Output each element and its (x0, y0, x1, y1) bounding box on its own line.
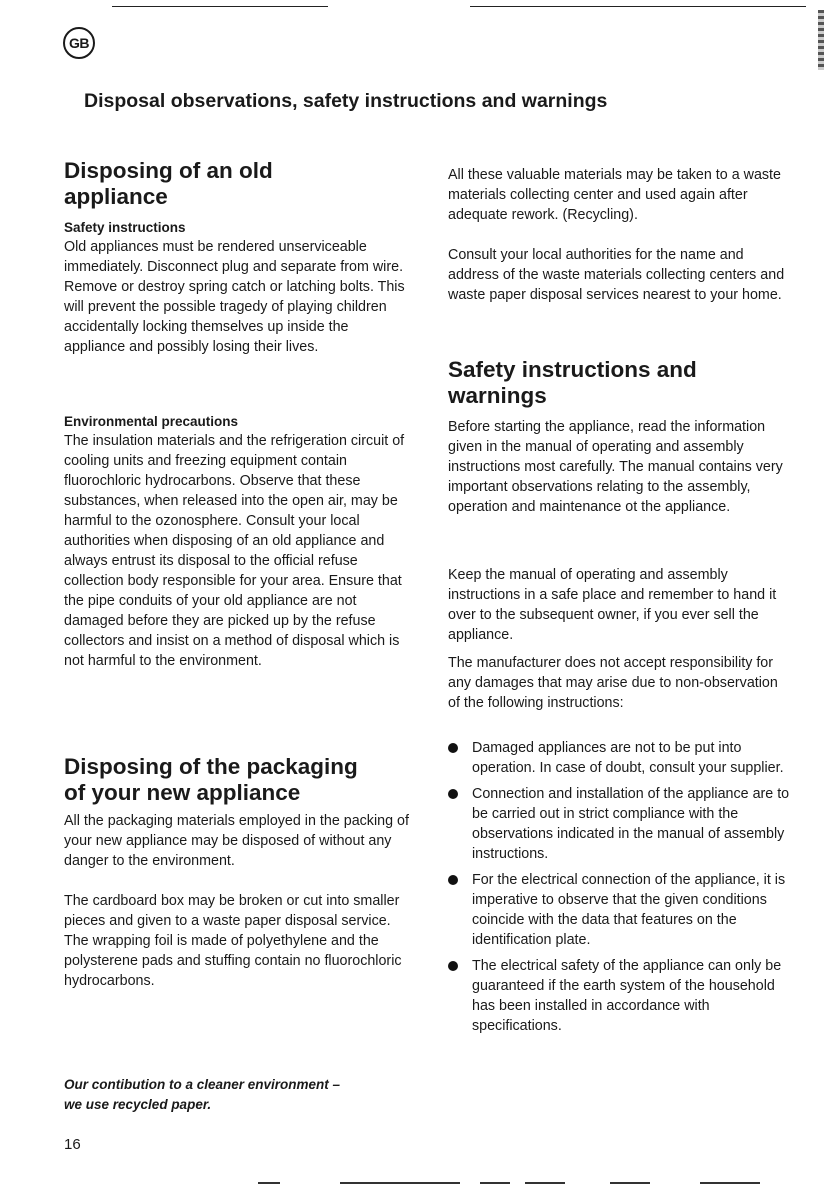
heading-line: appliance (64, 184, 168, 209)
page-number: 16 (64, 1136, 81, 1153)
heading-line: Safety instructions and (448, 357, 697, 382)
subheading-safety-instructions: Safety instructions (64, 220, 186, 235)
paragraph-safety: Old appliances must be rendered unserviceable immediately. Disconnect plug and separate from wire. Remove or destroy spring catch or latching bolts. This will prevent the possible tragedy of playing children accidentally locking themselves up inside the appliance and possibly losing their lives. (64, 239, 405, 355)
list-item-text: Damaged appliances are not to be put into operation. In case of doubt, consult your supplier. (472, 740, 784, 776)
paragraph-local-authorities: Consult your local authorities for the name and address of the waste materials collecting centers and waste paper disposal services nearest to your home. (448, 247, 785, 303)
list-item (448, 784, 793, 864)
paragraph-read-manual: Before starting the appliance, read the information given in the manual of operating and assembly instructions most carefully. The manual contains very important observations relating to the assembly, operation and maintenance ot the appliance. (448, 419, 783, 515)
section-heading-old-appliance (64, 158, 273, 210)
section-heading-safety-warnings (448, 357, 697, 409)
warnings-list (448, 738, 793, 1042)
heading-line: Disposing of the packaging (64, 754, 358, 779)
subheading-environmental-precautions: Environmental precautions (64, 414, 239, 429)
note-line: we use recycled paper. (64, 1097, 212, 1112)
section-heading-packaging (64, 754, 358, 806)
bullet-icon (448, 743, 458, 753)
bullet-icon (448, 875, 458, 885)
recycled-paper-note (64, 1075, 409, 1115)
paragraph-manufacturer: The manufacturer does not accept responsibility for any damages that may arise due to non-observation of the following instructions: (448, 655, 778, 711)
scan-edge-mark (818, 10, 824, 70)
heading-line: warnings (448, 383, 547, 408)
heading-line: Disposing of an old (64, 158, 273, 183)
bottom-scan-line (525, 1182, 565, 1184)
page-title: Disposal observations, safety instructions and warnings (84, 90, 608, 112)
list-item-text: Connection and installation of the appliance are to be carried out in strict compliance with the observations indicated in the manual of assembly instructions. (472, 786, 790, 862)
paragraph-packaging-2: The cardboard box may be broken or cut into smaller pieces and given to a waste paper disposal service. The wrapping foil is made of polyethylene and the polysterene pads and stuffing contain no fluorochloric hydrocarbons. (64, 893, 402, 989)
bottom-scan-line (258, 1182, 280, 1184)
list-item (448, 870, 793, 950)
heading-line: of your new appliance (64, 780, 301, 805)
bullet-icon (448, 961, 458, 971)
paragraph-recycling: All these valuable materials may be taken to a waste materials collecting center and used again after adequate rework. (Recycling). (448, 167, 781, 223)
bottom-scan-line (340, 1182, 460, 1184)
country-badge: GB (63, 27, 95, 59)
note-line: Our contibution to a cleaner environment – (64, 1077, 341, 1092)
bottom-scan-line (610, 1182, 650, 1184)
list-item (448, 738, 793, 778)
bullet-icon (448, 789, 458, 799)
paragraph-keep-manual: Keep the manual of operating and assembly instructions in a safe place and remember to hand it over to the subsequent owner, if you ever sell the appliance. (448, 567, 777, 643)
paragraph-packaging-1: All the packaging materials employed in the packing of your new appliance may be disposed of without any danger to the environment. (64, 813, 409, 869)
list-item-text: The electrical safety of the appliance can only be guaranteed if the earth system of the household has been installed in accordance with specifications. (472, 958, 782, 1034)
list-item-text: For the electrical connection of the appliance, it is imperative to observe that the given conditions coincide with the data that features on the identification plate. (472, 872, 786, 948)
top-rule-left (112, 6, 328, 7)
bottom-scan-line (480, 1182, 510, 1184)
top-rule-right (470, 6, 806, 7)
paragraph-environment: The insulation materials and the refrigeration circuit of cooling units and freezing equipment contain fluorochloric hydrocarbons. Observe that these substances, when released into the open air, may be harmful to the ozonosphere. Consult your local authorities when disposing of an old appliance and always entrust its disposal to the official refuse collection body responsible for your area. Ensure that the pipe conduits of your old appliance are not damaged before they are picked up by the refuse collectors and insist on a method of disposal which is not harmful to the environment. (64, 433, 405, 669)
list-item (448, 956, 793, 1036)
bottom-scan-line (700, 1182, 760, 1184)
